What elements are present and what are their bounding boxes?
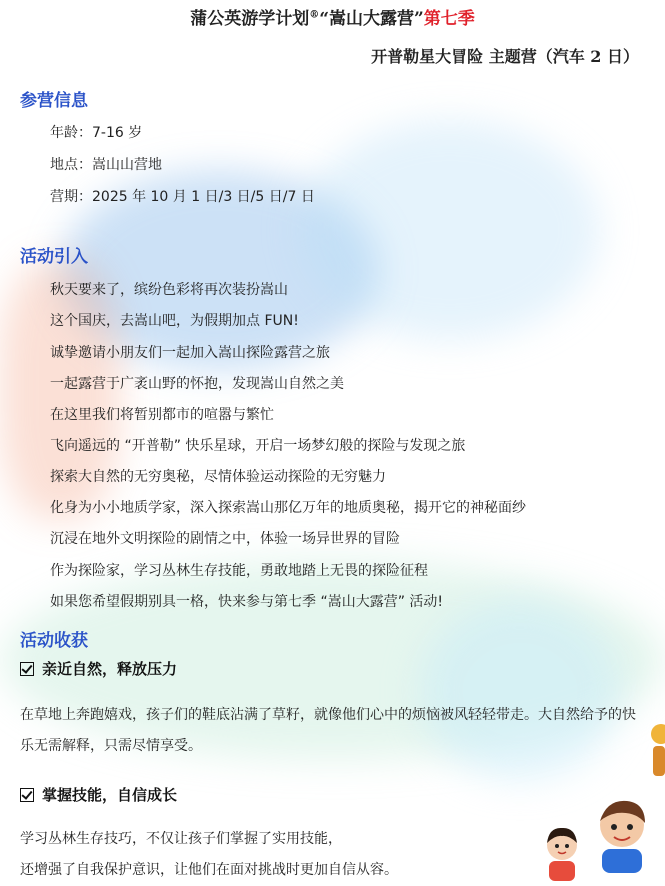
info-dates: 营期：2025 年 10 月 1 日/3 日/5 日/7 日 <box>50 189 315 205</box>
intro-line: 沉浸在地外文明探险的剧情之中，体验一场异世界的冒险 <box>50 531 400 547</box>
section-heading-gains: 活动收获 <box>20 631 88 651</box>
title-quote: “嵩山大露营” <box>319 9 424 29</box>
gain-title-text: 亲近自然，释放压力 <box>42 660 178 678</box>
side-character-icon <box>647 720 665 780</box>
intro-line: 在这里我们将暂别都市的喧嚣与繁忙 <box>50 407 274 423</box>
gain-item-text: 学习丛林生存技巧，不仅让孩子们掌握了实用技能， 还增强了自我保护意识，让他们在面对挑战时更加自信从容。 <box>20 831 398 878</box>
intro-line: 作为探险家，学习丛林生存技能，勇敢地踏上无畏的探险征程 <box>50 563 428 579</box>
gain-title-text: 掌握技能，自信成长 <box>42 786 178 804</box>
gain-item-title <box>20 784 177 805</box>
intro-line: 一起露营于广袤山野的怀抱，发现嵩山自然之美 <box>50 376 344 392</box>
light-blue-blob-decoration <box>300 120 600 340</box>
gain-item-title <box>20 658 177 679</box>
intro-line: 这个国庆，去嵩山吧，为假期加点 FUN! <box>50 313 299 329</box>
registered-mark: ® <box>309 9 320 21</box>
intro-line: 如果您希望假期别具一格，快来参与第七季 “嵩山大露营” 活动! <box>50 594 444 610</box>
intro-line: 化身为小小地质学家，深入探索嵩山那亿万年的地质奥秘，揭开它的神秘面纱 <box>50 500 526 516</box>
title-main: 蒲公英游学计划 <box>190 9 310 29</box>
intro-line: 飞向遥远的 “开普勒” 快乐星球，开启一场梦幻般的探险与发现之旅 <box>50 438 466 454</box>
intro-line: 探索大自然的无穷奥秘，尽情体验运动探险的无穷魅力 <box>50 469 386 485</box>
checkbox-checked-icon <box>20 788 34 802</box>
section-heading-intro: 活动引入 <box>20 247 88 267</box>
intro-line: 诚挚邀请小朋友们一起加入嵩山探险露营之旅 <box>50 345 330 361</box>
page-subtitle: 开普勒星大冒险 主题营（汽车 2 日） <box>371 47 639 66</box>
info-age: 年龄：7-16 岁 <box>50 125 143 141</box>
intro-line: 秋天要来了，缤纷色彩将再次装扮嵩山 <box>50 282 288 298</box>
checkbox-checked-icon <box>20 662 34 676</box>
title-season: 第七季 <box>423 9 475 29</box>
section-heading-info: 参营信息 <box>20 91 88 111</box>
page-title <box>0 4 665 29</box>
gain-item-text: 在草地上奔跑嬉戏，孩子们的鞋底沾满了草籽，就像他们心中的烦恼被风轻轻带走。大自然给予的快乐无需解释，只需尽情享受。 <box>20 707 636 754</box>
info-location: 地点：嵩山山营地 <box>50 157 162 173</box>
